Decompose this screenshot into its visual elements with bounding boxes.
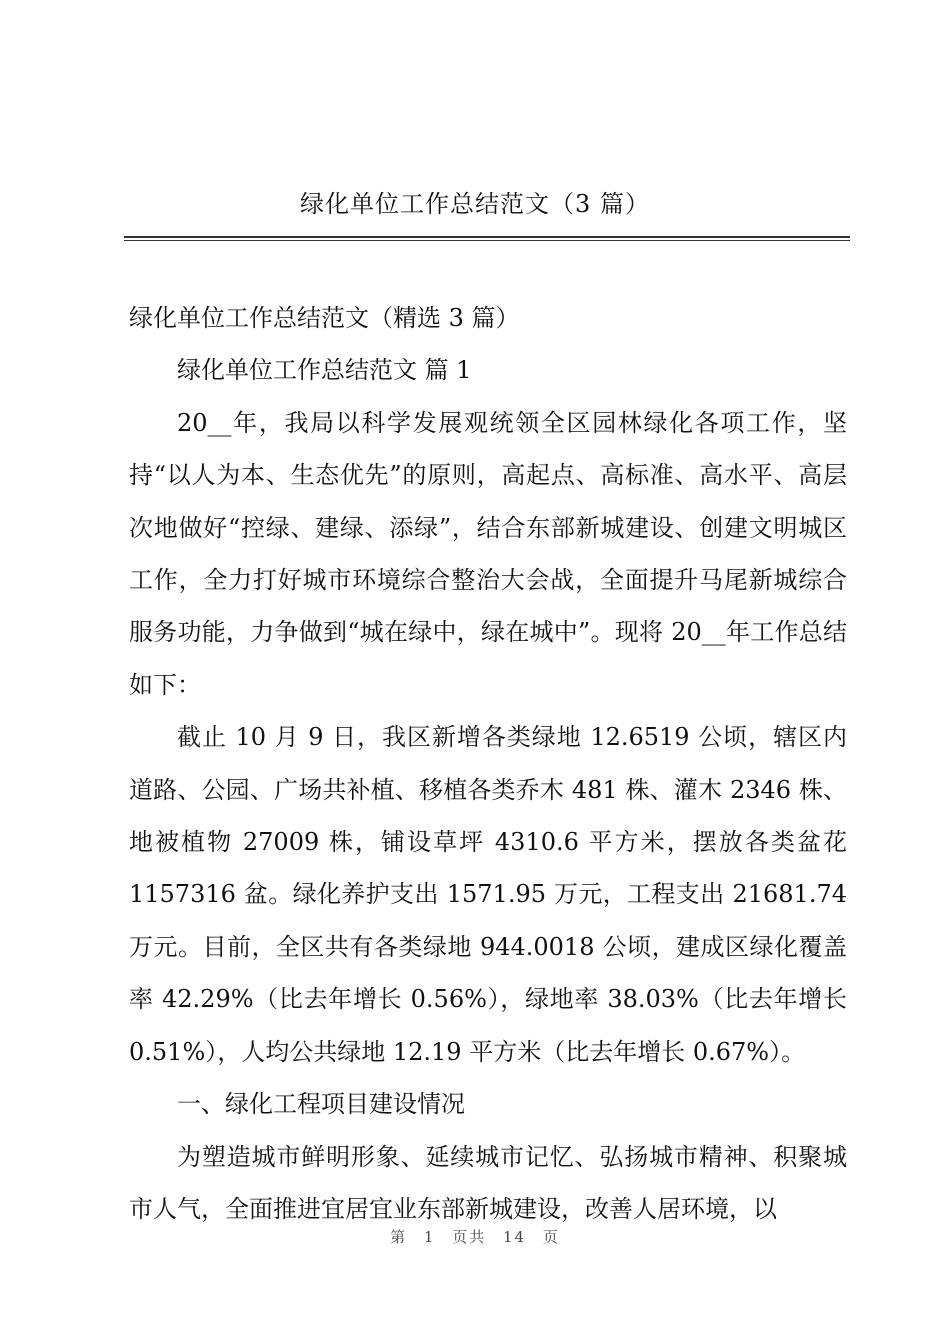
page-number-footer: 第 1 页共 14 页 xyxy=(390,1228,560,1246)
page-header-title: 绿化单位工作总结范文（3 篇） xyxy=(300,190,650,218)
document-title: 绿化单位工作总结范文（精选 3 篇） xyxy=(129,304,520,332)
body-paragraph: 截止 10 月 9 日，我区新增各类绿地 12.6519 公顷，辖区内道路、公园、广场共补植、移植各类乔木 481 株、灌木 2346 株、地被植物 27009 株，铺设草坪 4310.6 平方米，摆放各类盆花 1157316 盆。绿化养护支出 1571.95 万元，工程支出 21681.74 万元。目前，全区共有各类绿地 944.0018 公顷，建成区绿化覆盖率 42.29%（比去年增长 0.56%），绿地率 38.03%（比去年增长 0.51%），人均公共绿地 12.19 平方米（比去年增长 0.67%）。 xyxy=(129,723,847,1066)
section-heading: 绿化单位工作总结范文 篇 1 xyxy=(177,356,472,385)
subsection-heading: 一、绿化工程项目建设情况 xyxy=(177,1090,465,1119)
body-paragraph: 为塑造城市鲜明形象、延续城市记忆、弘扬城市精神、积聚城市人气，全面推进宜居宜业东部新城建设，改善人居环境，以 xyxy=(129,1142,847,1223)
header-divider xyxy=(124,236,850,241)
body-paragraph: 20__年，我局以科学发展观统领全区园林绿化各项工作，坚持“以人为本、生态优先”的原则，高起点、高标准、高水平、高层次地做好“控绿、建绿、添绿”，结合东部新城建设、创建文明城区工作，全力打好城市环境综合整治大会战，全面提升马尾新城综合服务功能，力争做到“城在绿中，绿在城中”。现将 20__年工作总结如下： xyxy=(129,408,847,699)
document-body xyxy=(129,292,847,1235)
